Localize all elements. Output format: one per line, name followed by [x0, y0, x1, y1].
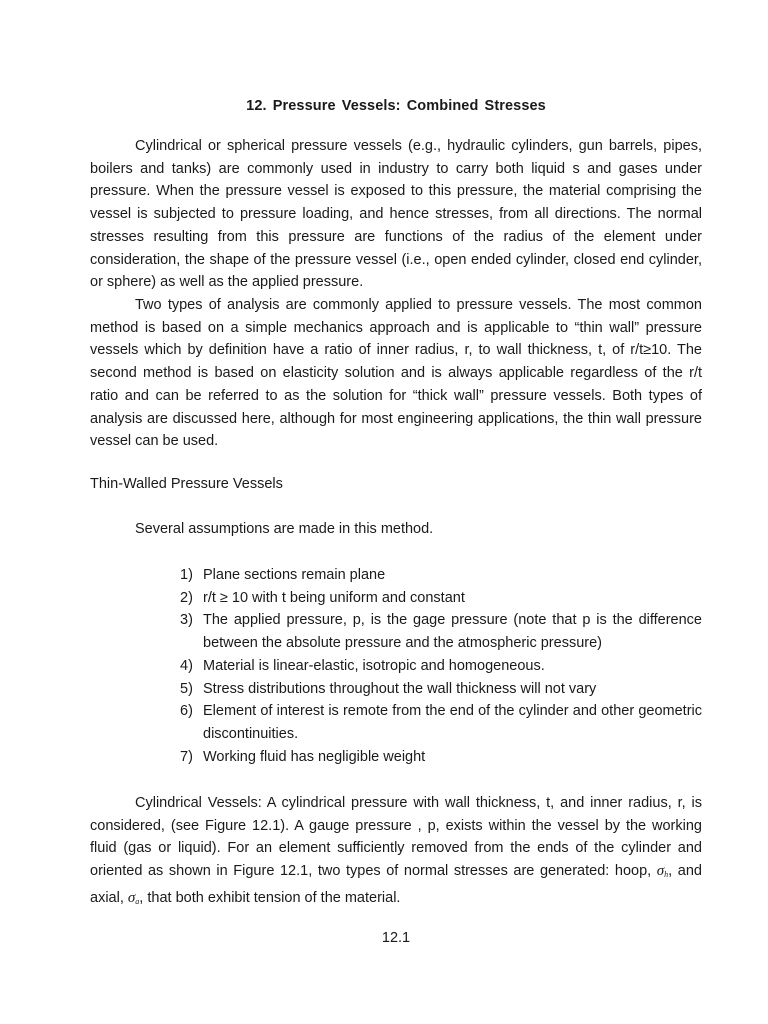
page-title: 12. Pressure Vessels: Combined Stresses: [246, 98, 546, 114]
list-item-text: Working fluid has negligible weight: [203, 748, 426, 765]
cylindrical-text-start: Cylindrical Vessels: A cylindrical pressure with wall thickness, t, and inner radius, r, is considered, (see Figure 12.1). A gauge pressure , p, exists within the vessel by the working fluid (gas or liquid). For an element sufficiently removed from the ends of the cylinder and oriented as shown in Figure 12.1, two types of normal stresses are generated: hoop,: [90, 795, 702, 880]
list-item-number: 4): [180, 657, 193, 674]
list-item: [180, 609, 702, 654]
list-item-number: 7): [180, 748, 193, 765]
list-item: [180, 564, 702, 587]
list-item: [180, 746, 702, 769]
list-item-text: The applied pressure, p, is the gage pressure (note that p is the difference between the absolute pressure and the atmospheric pressure): [203, 612, 702, 652]
list-item-number: 5): [180, 680, 193, 697]
axial-stress-symbol: [128, 890, 139, 906]
axial-subscript: a: [135, 896, 140, 906]
section-heading: Thin-Walled Pressure Vessels: [90, 476, 283, 492]
assumptions-list: [180, 564, 702, 768]
list-item-text: r/t ≥ 10 with t being uniform and constant: [203, 589, 465, 606]
hoop-stress-symbol: [657, 863, 668, 879]
list-item: [180, 678, 702, 701]
page-number: 12.1: [381, 930, 411, 946]
document-page: [90, 0, 702, 1024]
hoop-subscript: h: [664, 870, 669, 880]
list-item-text: Stress distributions throughout the wall thickness will not vary: [203, 680, 597, 697]
list-item-text: Material is linear-elastic, isotropic and homogeneous.: [203, 657, 545, 674]
list-item-number: 6): [180, 703, 193, 720]
hoop-sigma: σ: [656, 863, 665, 880]
axial-sigma: σ: [127, 889, 136, 906]
analysis-paragraph: Two types of analysis are commonly applied to pressure vessels. The most common method is based on a simple mechanics approach and is applicable to “thin wall” pressure vessels which by definition have a ratio of inner radius, r, to wall thickness, t, of r/t≥10. The second method is based on elasticity solution and is always applicable regardless of the r/t ratio and can be referred to as the solution for “thick wall” pressure vessels. Both types of analysis are discussed here, although for most engineering applications, the thin wall pressure vessel can be used.: [90, 297, 702, 450]
list-item-text: Element of interest is remote from the end of the cylinder and other geometric discontinuities.: [203, 703, 702, 742]
list-item: [180, 587, 702, 610]
list-item: [180, 700, 702, 745]
list-item: [180, 655, 702, 678]
list-item-text: Plane sections remain plane: [203, 567, 386, 583]
cylindrical-text-end: , that both exhibit tension of the material.: [139, 889, 401, 906]
cylindrical-text-middle: , and axial,: [90, 863, 702, 906]
list-item-number: 1): [180, 567, 193, 583]
cylindrical-vessels-paragraph: [90, 792, 702, 914]
assumptions-intro: Several assumptions are made in this method.: [135, 521, 434, 537]
list-item-number: 2): [180, 589, 193, 606]
list-item-number: 3): [180, 612, 193, 629]
intro-paragraph: Cylindrical or spherical pressure vessels (e.g., hydraulic cylinders, gun barrels, pipes, boilers and tanks) are commonly used in industry to carry both liquid s and gases under pressure. When the pressure vessel is exposed to this pressure, the material comprising the vessel is subjected to pressure loading, and hence stresses, from all directions. The normal stresses resulting from this pressure are functions of the radius of the element under consideration, the shape of the pressure vessel (i.e., open ended cylinder, closed end cylinder, or sphere) as well as the applied pressure.: [90, 138, 702, 291]
